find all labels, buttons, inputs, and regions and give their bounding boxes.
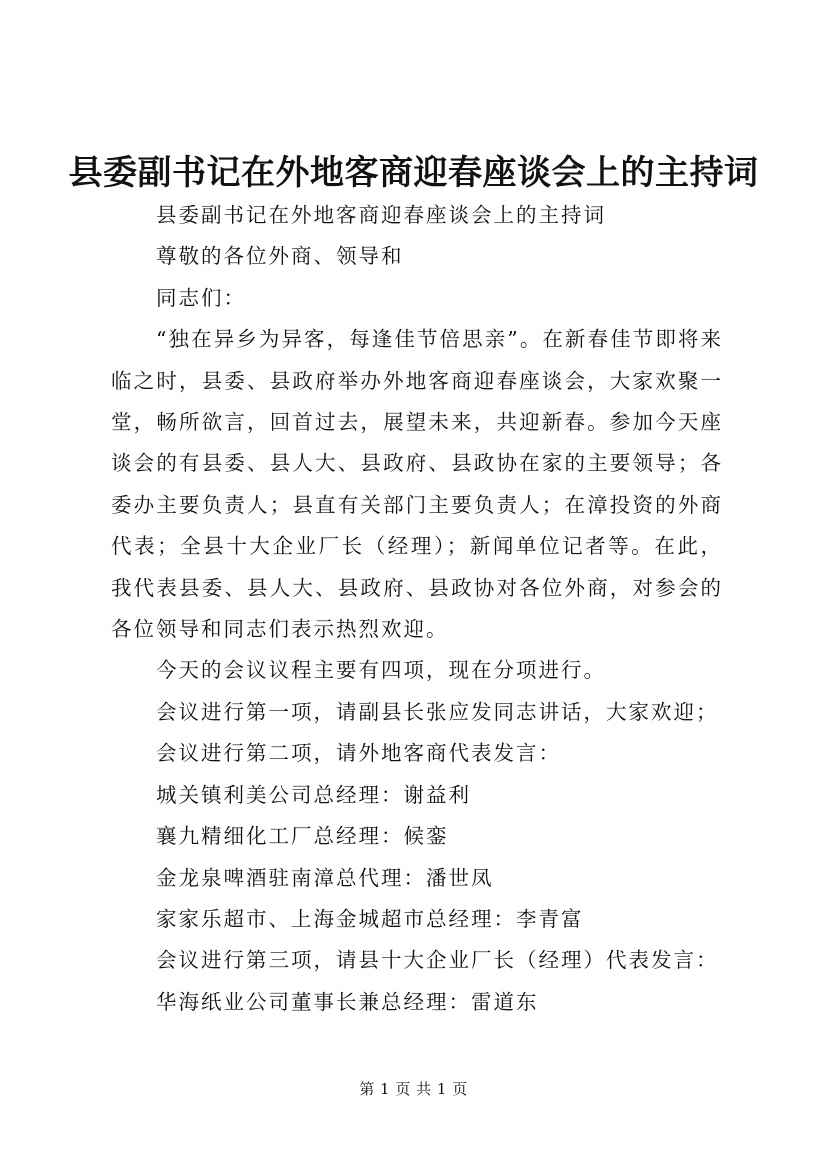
document-body [111,195,723,1023]
document-title: 县委副书记在外地客商迎春座谈会上的主持词 [68,153,759,193]
agenda-item: 会议进行第一项，请副县长张应发同志讲话，大家欢迎； [156,699,719,724]
opening-paragraph: “独在异乡为异客，每逢佳节倍思亲”。在新春佳节即将来临之时，县委、县政府举办外地客商迎春座谈会，大家欢聚一堂，畅所欲言，回首过去，展望未来，共迎新春。参加今天座谈会的有县委、县人大、县政府、县政协在家的主要领导；各委办主要负责人；县直有关部门主要负责人；在漳投资的外商代表；全县十大企业厂长（经理）；新闻单位记者等。在此，我代表县委、县人大、县政府、县政协对各位外商，对参会的各位领导和同志们表示热烈欢迎。 [111,327,723,642]
page-number-footer: 第 1 页 共 1 页 [359,1080,468,1098]
salutation-line: 尊敬的各位外商、领导和 [156,244,404,269]
subtitle-paragraph: 县委副书记在外地客商迎春座谈会上的主持词 [156,203,606,227]
speaker-line: 襄九精细化工厂总经理：候銮 [156,824,449,849]
agenda-item: 会议进行第二项，请外地客商代表发言： [156,741,561,766]
speaker-line: 城关镇利美公司总经理：谢益利 [156,782,471,807]
agenda-paragraph: 今天的会议议程主要有四项，现在分项进行。 [156,658,606,683]
speaker-line: 金龙泉啤酒驻南漳总代理：潘世凤 [156,865,494,890]
agenda-item: 会议进行第三项，请县十大企业厂长（经理）代表发言： [156,948,719,973]
salutation-line: 同志们： [156,285,246,310]
speaker-line: 华海纸业公司董事长兼总经理：雷道东 [156,989,539,1014]
speaker-line: 家家乐超市、上海金城超市总经理：李青富 [156,906,584,931]
